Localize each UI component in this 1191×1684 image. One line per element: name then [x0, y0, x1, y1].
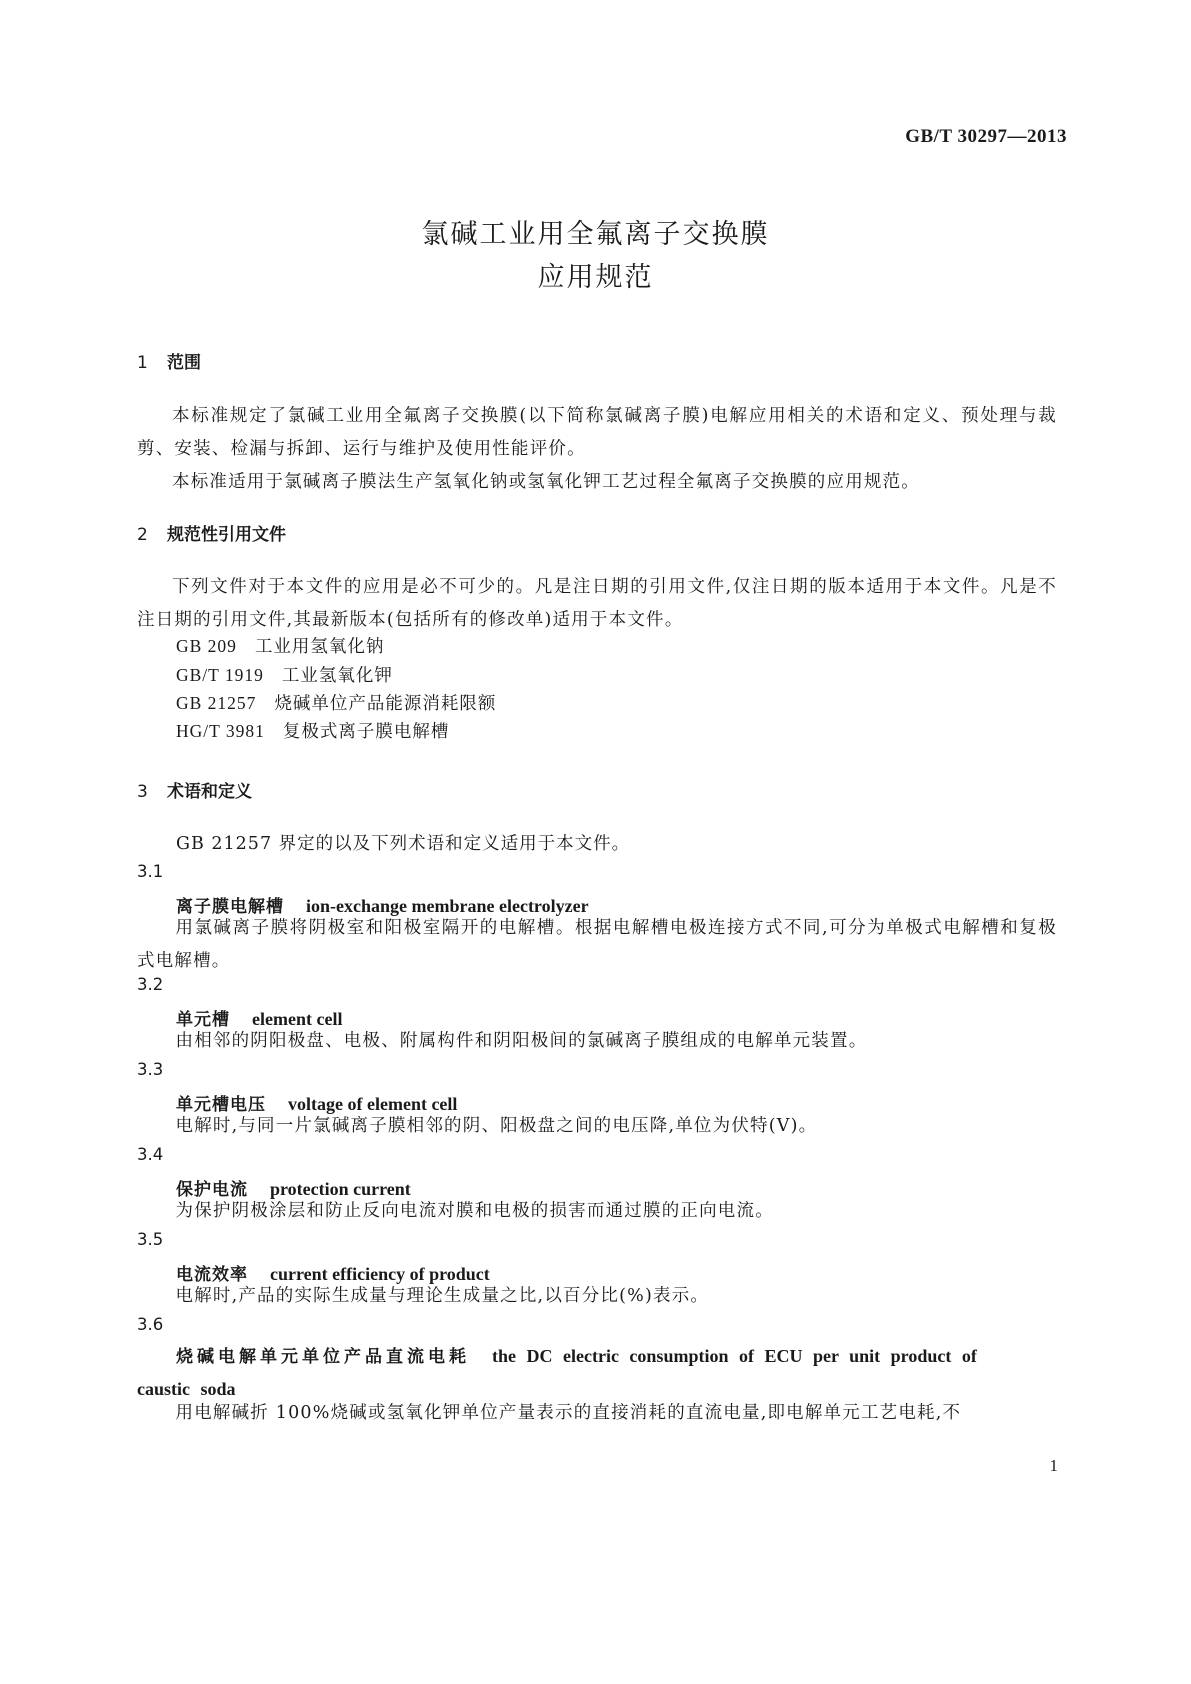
term-definition — [137, 1195, 1057, 1228]
definition-text: 为保护阴极涂层和防止反向电流对膜和电极的损害而通过膜的正向电流。 — [175, 1201, 774, 1221]
reference-title: 工业用氢氧化钠 — [254, 637, 385, 657]
term-definition — [137, 912, 1057, 978]
definition-text: 用氯碱离子膜将阴极室和阳极室隔开的电解槽。根据电解槽电极连接方式不同,可分为单极式电解槽和复极式电解槽。 — [137, 918, 1057, 971]
section-number: 1 — [137, 353, 148, 373]
term-zh: 保护电流 — [176, 1180, 248, 1200]
reference-title: 烧碱单位产品能源消耗限额 — [274, 694, 497, 714]
terms-intro: GB 21257 界定的以及下列术语和定义适用于本文件。 — [176, 834, 631, 854]
reference-item — [176, 633, 384, 658]
term-definition — [137, 1280, 1057, 1313]
definition-text: 电解时,与同一片氯碱离子膜相邻的阴、阳极盘之间的电压降,单位为伏特(V)。 — [175, 1116, 818, 1136]
term-zh: 单元槽 — [176, 1010, 230, 1030]
reference-title: 工业氢氧化钾 — [281, 666, 393, 686]
term-en: ion-exchange membrane electrolyzer — [306, 896, 589, 916]
normative-paragraph: 下列文件对于本文件的应用是必不可少的。凡是注日期的引用文件,仅注日期的版本适用于本文件。凡是不注日期的引用文件,其最新版本(包括所有的修改单)适用于本文件。 — [137, 577, 1057, 630]
definition-text: 由相邻的阴阳极盘、电极、附属构件和阴阳极间的氯碱离子膜组成的电解单元装置。 — [175, 1031, 868, 1051]
reference-code: GB 209 — [176, 636, 237, 656]
term-en: current efficiency of product — [270, 1264, 490, 1284]
section-number: 2 — [137, 525, 148, 545]
scope-text — [137, 400, 1057, 499]
term-zh: 离子膜电解槽 — [176, 897, 284, 917]
term-title — [137, 1340, 1058, 1405]
term-en: protection current — [270, 1179, 411, 1199]
normative-intro — [137, 571, 1057, 637]
term-number: 3.5 — [137, 1230, 164, 1249]
term-definition — [137, 1110, 1057, 1143]
term-zh: 烧碱电解单元单位产品直流电耗 — [176, 1347, 470, 1367]
document-title-line1: 氯碱工业用全氟离子交换膜 — [421, 219, 770, 250]
term-en-continued: caustic soda — [137, 1379, 236, 1399]
term-definition — [137, 1025, 1057, 1058]
reference-code: GB 21257 — [176, 693, 257, 713]
reference-code: HG/T 3981 — [176, 721, 265, 741]
reference-item — [176, 690, 496, 715]
reference-code: GB/T 1919 — [176, 665, 264, 685]
term-definition — [137, 1397, 1057, 1430]
term-number: 3.6 — [137, 1315, 164, 1334]
section-heading-terms — [137, 777, 252, 802]
section-heading-scope — [137, 348, 201, 373]
document-title-line2: 应用规范 — [537, 262, 654, 293]
page-number: 1 — [1049, 1456, 1058, 1475]
definition-text: 电解时,产品的实际生成量与理论生成量之比,以百分比(%)表示。 — [175, 1286, 710, 1306]
reference-item — [176, 662, 393, 687]
term-zh: 电流效率 — [176, 1265, 248, 1285]
term-en: voltage of element cell — [288, 1094, 458, 1114]
term-en: the DC electric consumption of ECU per unit product of — [492, 1346, 977, 1366]
term-zh: 单元槽电压 — [176, 1095, 266, 1115]
scope-paragraph: 本标准适用于氯碱离子膜法生产氢氧化钠或氢氧化钾工艺过程全氟离子交换膜的应用规范。 — [172, 472, 920, 492]
section-heading-normative — [137, 520, 286, 545]
reference-title: 复极式离子膜电解槽 — [282, 722, 450, 742]
section-title: 范围 — [167, 353, 201, 373]
term-number: 3.2 — [137, 975, 164, 994]
section-title: 术语和定义 — [167, 782, 252, 802]
term-en: element cell — [252, 1009, 343, 1029]
section-title: 规范性引用文件 — [167, 525, 286, 545]
reference-item — [176, 718, 449, 743]
standard-code: GB/T 30297—2013 — [905, 126, 1067, 147]
definition-text: 用电解碱折 100%烧碱或氢氧化钾单位产量表示的直接消耗的直流电量,即电解单元工艺电耗,不 — [175, 1403, 962, 1423]
term-number: 3.1 — [137, 862, 164, 881]
scope-paragraph: 本标准规定了氯碱工业用全氟离子交换膜(以下简称氯碱离子膜)电解应用相关的术语和定义、预处理与裁剪、安装、检漏与拆卸、运行与维护及使用性能评价。 — [137, 406, 1057, 459]
term-number: 3.4 — [137, 1145, 164, 1164]
section-number: 3 — [137, 782, 148, 802]
term-number: 3.3 — [137, 1060, 164, 1079]
